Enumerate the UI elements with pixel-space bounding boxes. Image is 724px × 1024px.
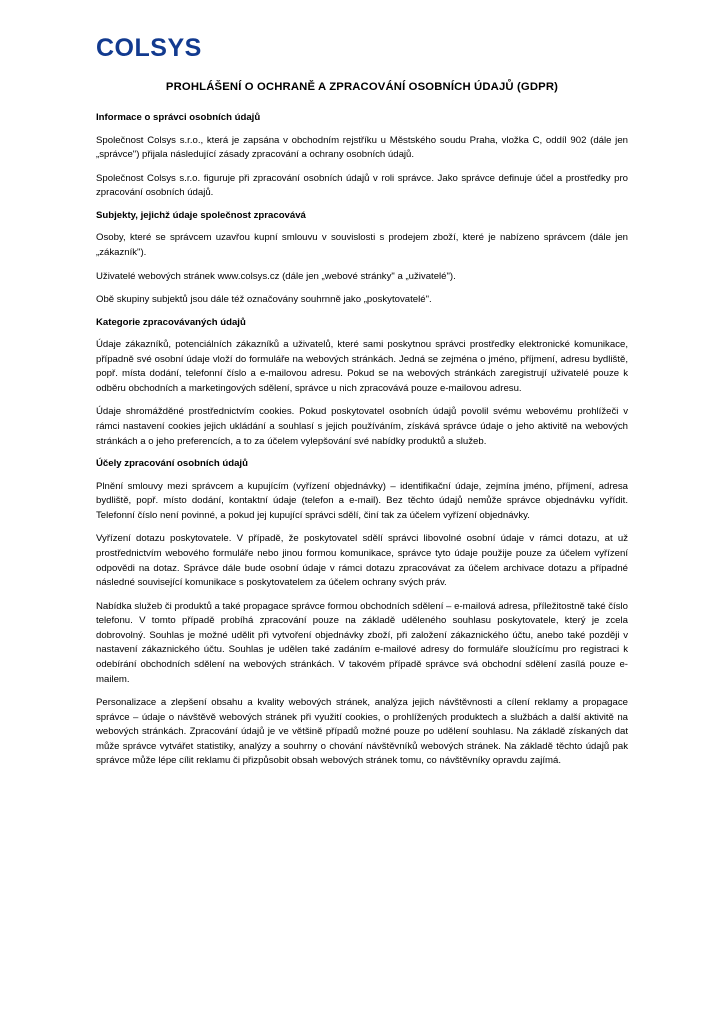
section-subjekty: [96, 209, 628, 308]
paragraph: Vyřízení dotazu poskytovatele. V případě, že poskytovatel sdělí správci libovolné osobní údaje v rámci dotazu, at už prostřednictvím webového formuláře nebo jinou formou komunikace, správce tyto údaje použije pouze za účelem vyřízení odpovědi na dotaz. Správce dále bude osobní údaje v rámci dotazu zpracovávat za účelem archivace dotazu a případné následné související komunikace s poskytovatelem za účelem ochrany svých práv.: [96, 533, 628, 589]
paragraph: Nabídka služeb či produktů a také propagace správce formou obchodních sdělení – e-mailová adresa, příležitostně také číslo telefonu. V tomto případě probíhá zpracování pouze na základě uděleného souhlasu poskytovatele, který je zcela dobrovolný. Souhlas je možné udělit při vytvoření objednávky zboží, při založení zákaznického účtu, anebo také později v nastavení zákaznického účtu. Souhlas je udělen také zadáním e-mailové adresy do formuláře sloužícímu pro registraci k odebírání obchodních sdělení na webových stránkách. V takovém případě správce svá obchodní sdělení zasílá pouze e-mailem.: [96, 600, 628, 685]
paragraph: Osoby, které se správcem uzavřou kupní smlouvu v souvislosti s prodejem zboží, které je nabízeno správcem (dále jen „zákazník").: [96, 232, 628, 258]
paragraph: Personalizace a zlepšení obsahu a kvality webových stránek, analýza jejich návštěvnosti a cílení reklamy a propagace správce – údaje o návštěvě webových stránek při využití cookies, o prohlížených produktech a službách a další aktivitě na webových stránkách. Zpracování údajů je ve většině případů možné pouze po udělení souhlasu. Na základě získaných dat může správce vytvářet statistiky, analýzy a souhrny o chování návštěvníků webových stránek. Na základě těchto údajů pak správce může lépe cílit reklamu či přizpůsobit obsah webových stránek tomu, co návštěvníky opravdu zajímá.: [96, 697, 628, 767]
paragraph: Společnost Colsys s.r.o. figuruje při zpracování osobních údajů v roli správce. Jako správce definuje účel a prostředky pro zpracování osobních údajů.: [96, 172, 628, 199]
section-informace-o-spravci: [96, 111, 628, 201]
document-body: [96, 80, 628, 777]
section-heading: Účely zpracování osobních údajů: [96, 458, 248, 470]
paragraph: Obě skupiny subjektů jsou dále též označovány souhrnně jako „poskytovatelé".: [96, 294, 432, 306]
section-kategorie-udaju: [96, 316, 628, 449]
section-heading: Subjekty, jejichž údaje společnost zpracovává: [96, 209, 306, 221]
paragraph: Údaje shromážděné prostřednictvím cookies. Pokud poskytovatel osobních údajů povolil svému webovému prohlížeči v rámci nastavení cookies jejich ukládání a souhlasí s jejich používáním, získává správce údaje o jeho aktivitě na webových stránkách a o jeho preferencích, a to za účelem vylepšování své nabídky produktů a služeb.: [96, 406, 628, 447]
paragraph: Údaje zákazníků, potenciálních zákazníků a uživatelů, které sami poskytnou správci prostředky elektronické komunikace, případně své osobní údaje vloží do formuláře na webových stránkách. Jedná se zejména o jméno, příjmení, adresu bydliště, popř. místa dodání, telefonní číslo a e-mailovou adresu. Pokud se na webových stránkách zaregistrují uživatelé pouze k odběru obchodních a marketingových sdělení, správce u nich zpracovává pouze e-mailovou adresu.: [96, 339, 628, 394]
company-logo: COLSYS: [96, 34, 202, 62]
page-title: PROHLÁŠENÍ O OCHRANĚ A ZPRACOVÁNÍ OSOBNÍCH ÚDAJŮ (GDPR): [165, 81, 559, 93]
section-heading: Kategorie zpracovávaných údajů: [96, 316, 246, 328]
paragraph: Uživatelé webových stránek www.colsys.cz (dále jen „webové stránky" a „uživatelé").: [96, 270, 456, 282]
section-ucely-zpracovani: [96, 457, 628, 769]
paragraph: Společnost Colsys s.r.o., která je zapsána v obchodním rejstříku u Městského soudu Praha, vložka C, oddíl 902 (dále jen „správce") přijala následující zásady zpracování a ochrany osobních údajů.: [96, 134, 628, 161]
section-heading: Informace o správci osobních údajů: [96, 112, 261, 124]
paragraph: Plnění smlouvy mezi správcem a kupujícím (vyřízení objednávky) – identifikační údaje, zejmína jméno, příjmení, adresa bydliště, popř. místo dodání, kontaktní údaje (telefon a e-mail). Bez těchto údajů nemůže správce objednávku vyřídit. Telefonní číslo není povinné, a pokud jej kupující správci sdělí, činí tak za účelem vyřízení objednávky.: [96, 480, 628, 521]
